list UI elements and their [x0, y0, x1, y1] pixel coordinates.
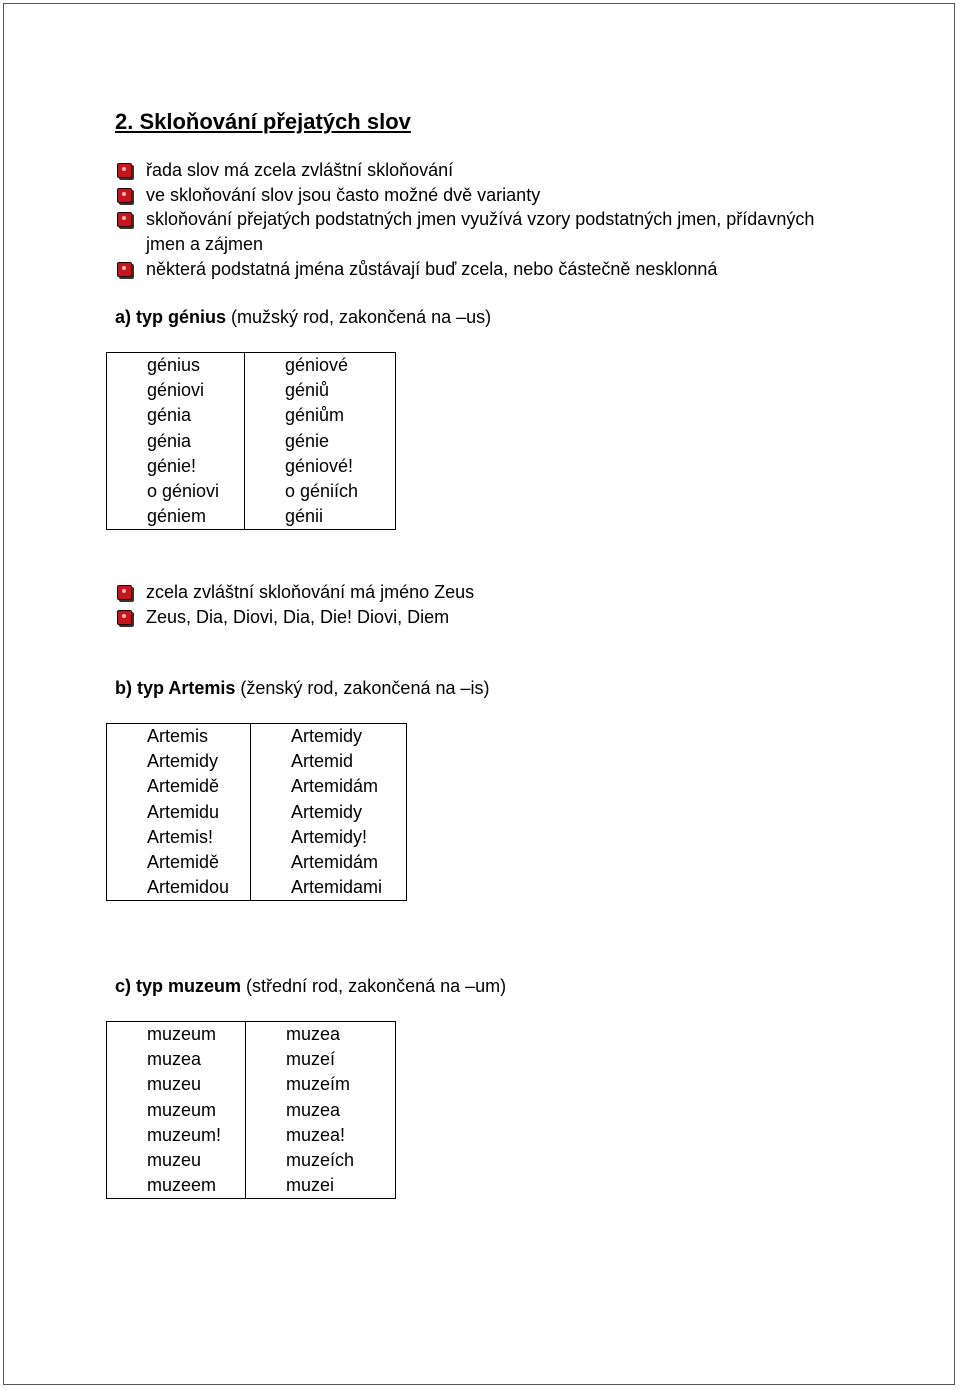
list-item [115, 605, 855, 630]
intro-bullet-list [115, 158, 855, 282]
declension-table-muzeum [106, 1021, 396, 1199]
section-a-heading [115, 305, 491, 329]
list-item [115, 207, 855, 256]
zeus-bullet-list [115, 580, 855, 629]
table-cell: génia [147, 405, 192, 426]
table-cell: génie! [147, 455, 197, 476]
bullet-text: zcela zvláštní skloňování má jméno Zeus [146, 582, 475, 602]
table-cell: Artemis [147, 726, 209, 746]
bullet-icon [117, 585, 132, 600]
table-cell: muzea! [286, 1124, 346, 1145]
section-c-heading [115, 974, 506, 998]
table-cell: Artemidy [291, 801, 363, 822]
table-cell: géniovi [147, 380, 205, 401]
bullet-text: Zeus, Dia, Diovi, Dia, Die! Diovi, Diem [146, 606, 450, 627]
declension-table-artemis [106, 723, 407, 901]
table-cell: muzea [147, 1049, 202, 1070]
table-cell: muzea [286, 1024, 341, 1044]
table-cell: génius [147, 355, 201, 375]
list-item [115, 183, 855, 208]
singular-column [107, 724, 251, 901]
bullet-icon [117, 262, 132, 277]
list-item [115, 257, 855, 282]
section-a-note: (mužský rod, zakončená na –us) [226, 307, 492, 327]
bullet-text: ve skloňování slov jsou často možné dvě varianty [146, 184, 541, 205]
table-row [107, 724, 407, 901]
table-cell: Artemid [291, 751, 354, 772]
table-cell: génia [147, 430, 192, 451]
singular-column [107, 1022, 246, 1199]
bullet-icon [117, 212, 132, 227]
table-cell: Artemidy [147, 751, 219, 772]
table-cell: Artemidu [147, 801, 220, 822]
section-b-note: (ženský rod, zakončená na –is) [235, 678, 490, 698]
singular-column [107, 353, 245, 530]
table-cell: Artemidě [147, 852, 220, 873]
table-cell: Artemidě [147, 776, 220, 797]
plural-column [246, 1022, 396, 1199]
declension-table-genius [106, 352, 396, 530]
bullet-text: některá podstatná jména zůstávají buď zcela, nebo částečně nesklonná [146, 258, 718, 279]
table-cell: muzeum [147, 1099, 217, 1120]
table-cell: géniem [147, 506, 207, 527]
plural-column [245, 353, 396, 530]
table-cell: Artemidami [291, 877, 383, 898]
bullet-text: řada slov má zcela zvláštní skloňování [146, 160, 454, 180]
table-row [107, 1022, 396, 1199]
section-c-note: (střední rod, zakončená na –um) [241, 976, 507, 996]
table-cell: Artemidy [291, 726, 363, 746]
table-cell: muzeum [147, 1024, 217, 1044]
bullet-icon [117, 610, 132, 625]
table-cell: génie [285, 430, 330, 451]
page-title: 2. Skloňování přejatých slov [115, 109, 411, 134]
table-cell: o géniovi [147, 481, 220, 502]
list-item [115, 580, 855, 605]
table-cell: géniové [285, 355, 349, 375]
table-cell: muzeum! [147, 1124, 222, 1145]
table-cell: muzeu [147, 1074, 202, 1095]
bullet-icon [117, 188, 132, 203]
table-cell: Artemis! [147, 826, 214, 847]
table-cell: géniům [285, 405, 345, 426]
table-cell: muzeí [286, 1049, 336, 1070]
table-cell: muzeích [286, 1150, 355, 1171]
table-cell: génii [285, 506, 324, 527]
table-cell: géniů [285, 380, 330, 401]
table-cell: muzei [286, 1175, 335, 1196]
list-item [115, 158, 855, 183]
table-cell: Artemidy! [291, 826, 368, 847]
table-row [107, 353, 396, 530]
bullet-icon [117, 163, 132, 178]
plural-column [251, 724, 407, 901]
table-cell: géniové! [285, 455, 354, 476]
table-cell: Artemidám [291, 852, 379, 873]
section-a-label: a) typ génius [115, 307, 227, 327]
table-cell: Artemidám [291, 776, 379, 797]
table-cell: muzea [286, 1099, 341, 1120]
table-cell: muzeu [147, 1150, 202, 1171]
bullet-text: skloňování přejatých podstatných jmen využívá vzory podstatných jmen, přídavných jmen a zájmen [146, 209, 815, 255]
section-b-heading [115, 676, 490, 700]
table-cell: muzeím [286, 1074, 351, 1095]
section-b-label: b) typ Artemis [115, 678, 236, 698]
section-c-label: c) typ muzeum [115, 976, 242, 996]
table-cell: Artemidou [147, 877, 230, 898]
table-cell: o géniích [285, 481, 359, 502]
table-cell: muzeem [147, 1175, 217, 1196]
